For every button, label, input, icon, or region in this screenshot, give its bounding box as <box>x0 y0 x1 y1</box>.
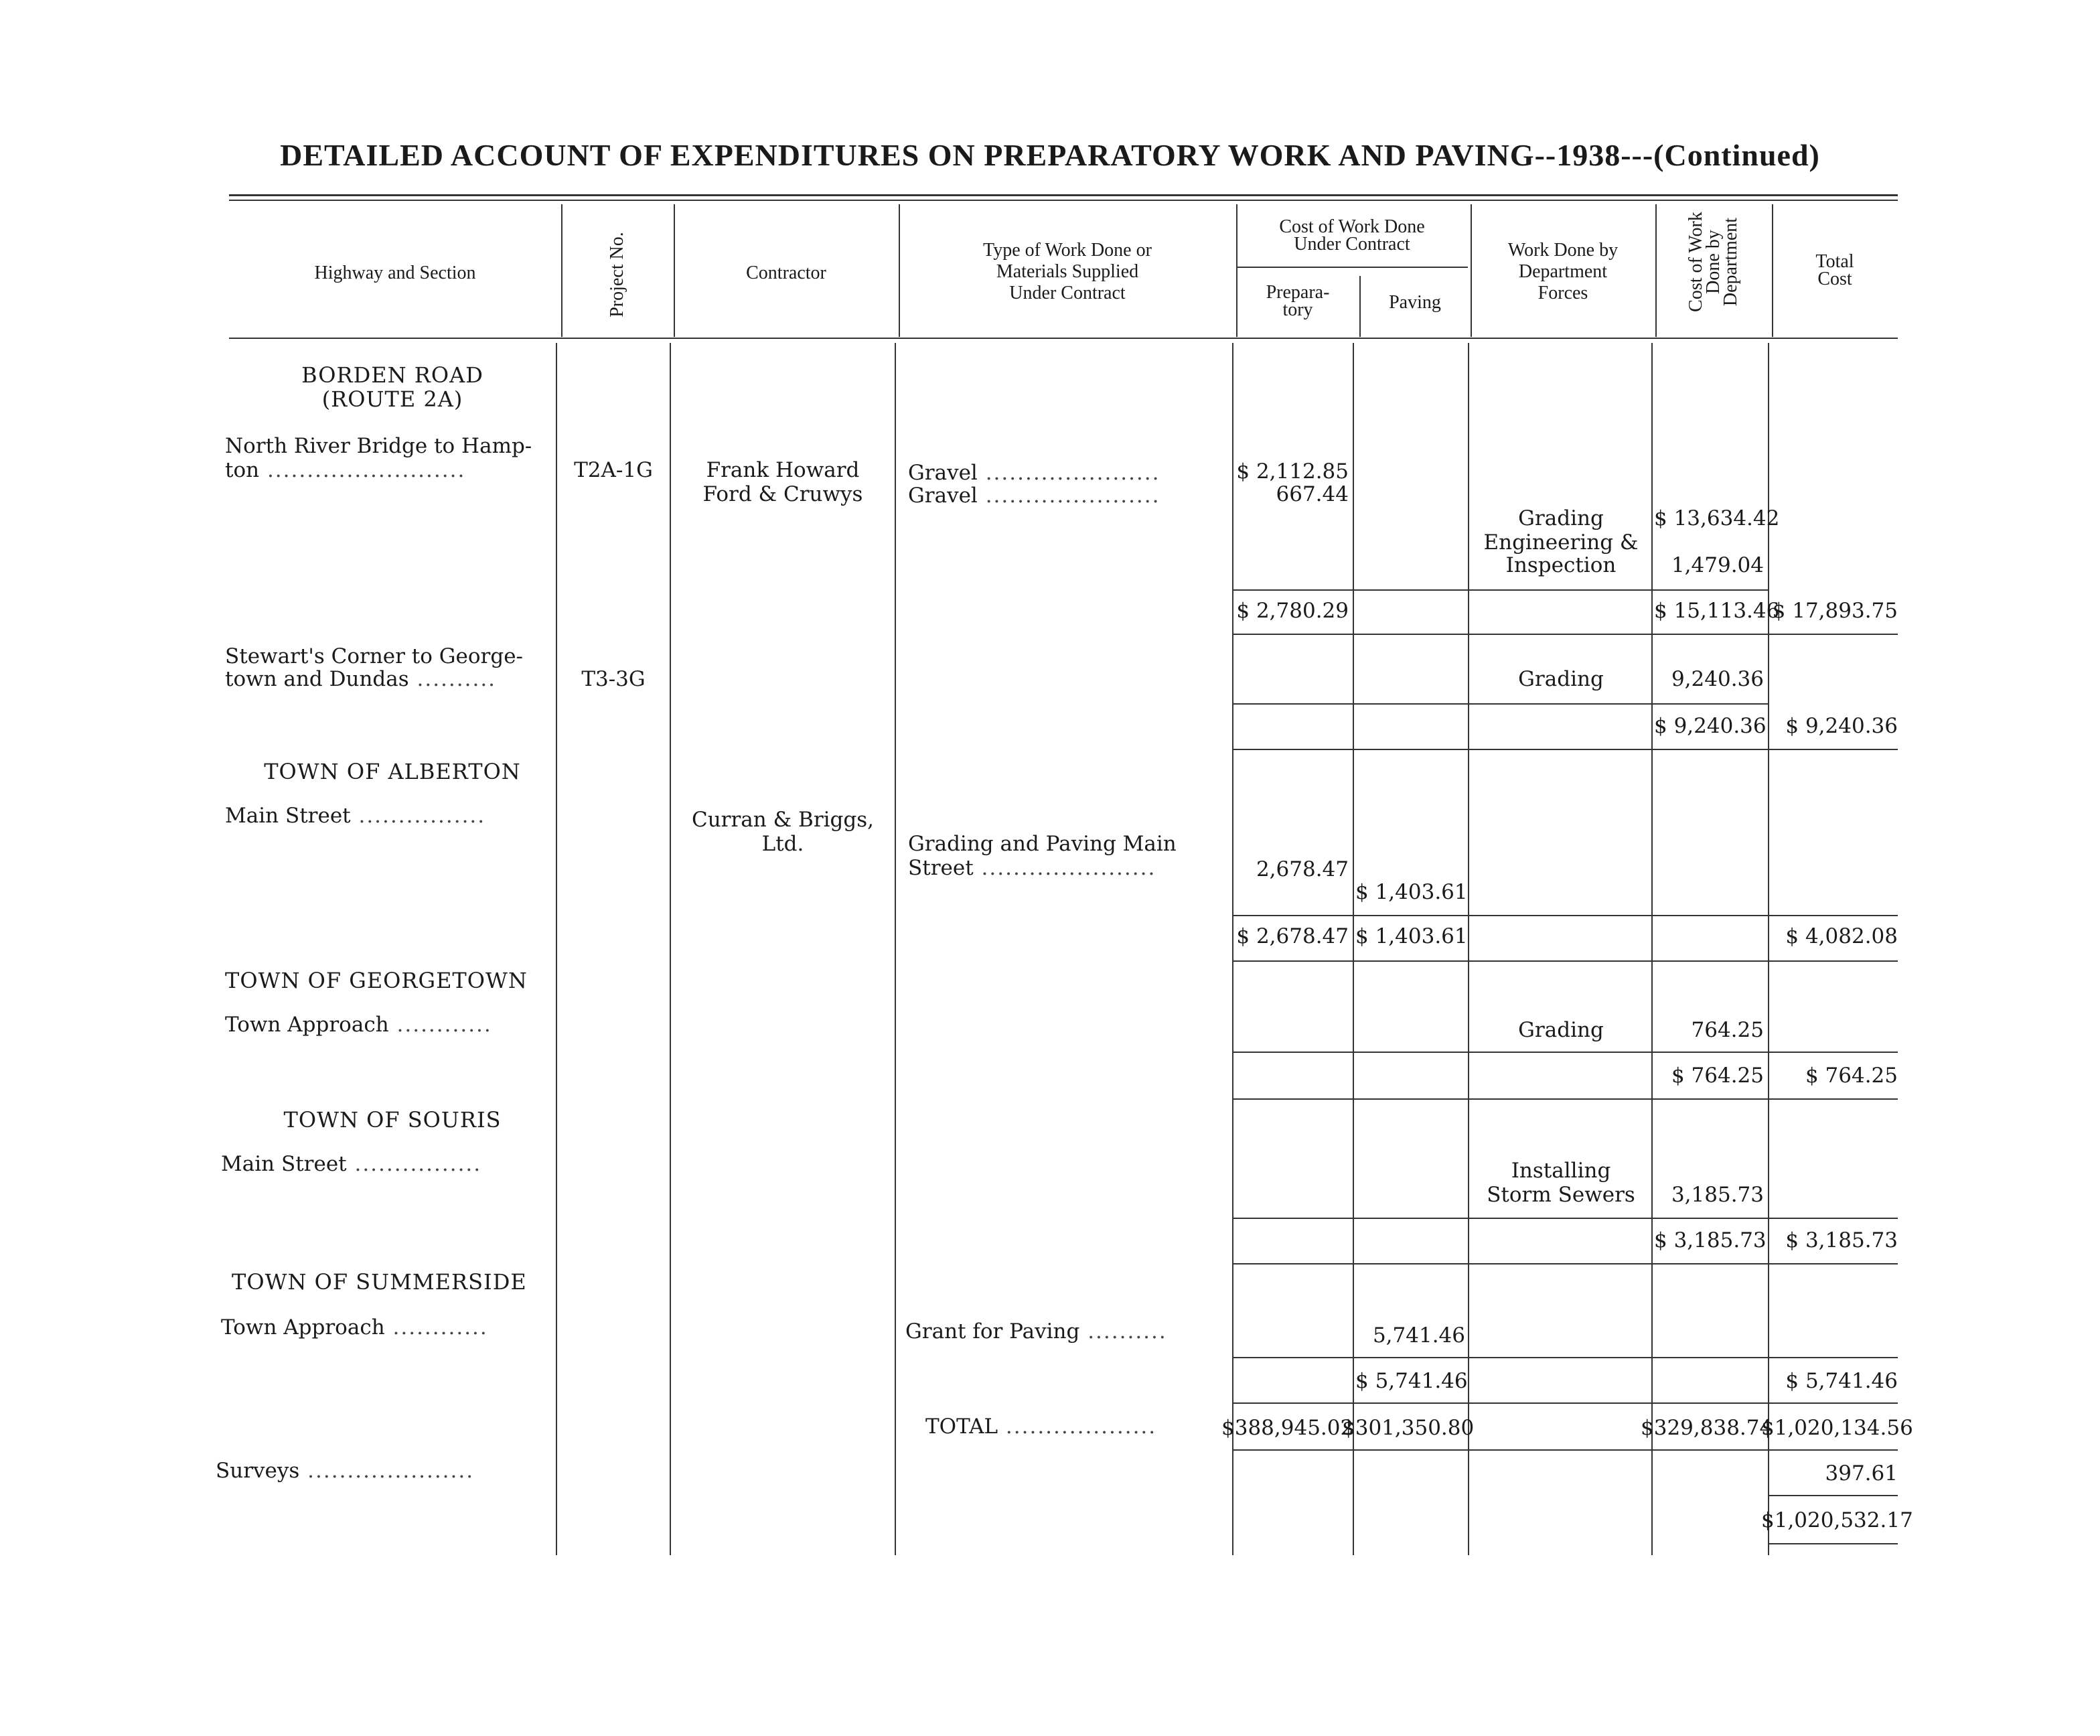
surveys-label <box>216 1459 474 1483</box>
alberton-sub-paving: $ 1,403.61 <box>1355 924 1468 948</box>
borden-project: T2A-1G <box>574 458 653 482</box>
leader-dots: .......... <box>1079 1319 1167 1344</box>
borden-dept-2b: Inspection <box>1505 553 1617 577</box>
grand-total-with-surveys: $1,020,532.17 <box>1761 1508 1913 1532</box>
alberton-section-text: Main Street <box>225 804 351 828</box>
alberton-type-1: Grading and Paving Main <box>908 832 1177 856</box>
stewart-section-line2 <box>225 667 496 691</box>
borden-contractor-2: Ford & Cruwys <box>702 482 863 506</box>
georgetown-sub-total: $ 764.25 <box>1805 1064 1898 1088</box>
souris-deptcost: 3,185.73 <box>1671 1183 1764 1207</box>
body-vline-6 <box>1468 343 1469 1555</box>
page-title: DETAILED ACCOUNT OF EXPENDITURES ON PREPARATORY WORK AND PAVING--1938---(Continued) <box>280 138 1820 172</box>
body-vline-7 <box>1651 343 1653 1555</box>
summerside-type <box>905 1319 1167 1344</box>
total-paving: $301,350.80 <box>1342 1416 1475 1440</box>
alberton-section <box>225 804 485 828</box>
header-dept-forces <box>1471 240 1655 304</box>
borden-sub-rule-top <box>1233 589 1768 591</box>
borden-section-line2 <box>225 458 465 482</box>
stewart-sub-dept: $ 9,240.36 <box>1654 714 1767 738</box>
souris-dept-1: Installing <box>1511 1159 1611 1183</box>
borden-dept-1: Grading <box>1518 506 1604 530</box>
top-rule-2 <box>229 200 1898 201</box>
souris-sub-rule-bottom <box>1233 1263 1898 1264</box>
header-contractor: Contractor <box>746 263 826 283</box>
header-type-line3: Under Contract <box>1009 283 1126 303</box>
borden-type-1 <box>908 461 1160 485</box>
borden-sub-prep: $ 2,780.29 <box>1236 599 1349 623</box>
borden-sub-dept: $ 15,113.46 <box>1654 599 1780 623</box>
summerside-section <box>221 1315 488 1340</box>
alberton-sub-total: $ 4,082.08 <box>1785 924 1898 948</box>
georgetown-deptcost: 764.25 <box>1691 1018 1764 1042</box>
header-dept-line2: Department <box>1518 261 1608 282</box>
alberton-sub-rule-top <box>1233 915 1898 916</box>
borden-sub-total: $ 17,893.75 <box>1772 599 1898 623</box>
souris-sub-dept: $ 3,185.73 <box>1654 1228 1767 1252</box>
leader-dots: ............ <box>388 1013 492 1037</box>
stewart-sub-total: $ 9,240.36 <box>1785 714 1898 738</box>
georgetown-section-text: Town Approach <box>225 1013 389 1037</box>
leader-dots: ...................... <box>977 484 1160 508</box>
leader-dots: ................ <box>350 804 486 828</box>
alberton-paving: $ 1,403.61 <box>1355 880 1468 904</box>
alberton-type-2 <box>908 856 1156 880</box>
header-type-line2: Materials Supplied <box>996 261 1139 282</box>
summerside-type-text: Grant for Paving <box>905 1319 1080 1344</box>
surveys-total: 397.61 <box>1825 1461 1898 1486</box>
summerside-sub-total: $ 5,741.46 <box>1785 1369 1898 1393</box>
alberton-sub-prep: $ 2,678.47 <box>1236 924 1349 948</box>
top-rule-1 <box>229 194 1898 196</box>
borden-contractor-1: Frank Howard <box>706 458 860 482</box>
alberton-contractor-1: Curran & Briggs, <box>691 808 875 832</box>
borden-prep-1: $ 2,112.85 <box>1236 459 1349 484</box>
cost-contract-subrule <box>1236 267 1468 268</box>
stewart-section-line1: Stewart's Corner to George- <box>225 644 524 668</box>
grand-total-rule <box>1768 1543 1898 1544</box>
stewart-dept: Grading <box>1518 667 1604 691</box>
summerside-section-text: Town Approach <box>221 1315 385 1340</box>
header-type-line1: Type of Work Done or <box>983 240 1152 261</box>
souris-section <box>221 1152 481 1176</box>
header-cost-contract-line1: Cost of Work Done <box>1279 216 1425 237</box>
header-cost-dept-line3: Department <box>1720 217 1741 307</box>
borden-sub-rule-bottom <box>1233 634 1898 635</box>
souris-heading: TOWN OF SOURIS <box>283 1107 502 1133</box>
summerside-paving: 5,741.46 <box>1372 1323 1465 1348</box>
borden-section-text: ton <box>225 458 260 482</box>
header-type <box>899 240 1236 304</box>
header-total-cost <box>1772 253 1898 288</box>
leader-dots: ......................... <box>259 458 466 482</box>
body-vline-4 <box>1232 343 1233 1555</box>
souris-section-text: Main Street <box>221 1152 347 1176</box>
leader-dots: .......... <box>408 667 497 691</box>
stewart-section-text: town and Dundas <box>225 667 409 691</box>
summerside-sub-paving: $ 5,741.46 <box>1355 1369 1468 1393</box>
body-vline-1 <box>556 343 557 1555</box>
summerside-sub-rule-top <box>1233 1357 1898 1358</box>
total-label-text: TOTAL <box>925 1415 998 1439</box>
stewart-deptcost: 9,240.36 <box>1671 667 1764 691</box>
header-bottom-rule <box>229 338 1898 339</box>
borden-prep-2: 667.44 <box>1276 482 1349 506</box>
hdr-vline-7 <box>1655 204 1657 337</box>
header-cost-dept-line2: Done by <box>1703 230 1724 294</box>
alberton-contractor-2: Ltd. <box>761 832 804 856</box>
header-dept-line1: Work Done by <box>1507 240 1619 261</box>
alberton-heading: TOWN OF ALBERTON <box>264 759 521 784</box>
souris-dept-2: Storm Sewers <box>1487 1183 1635 1207</box>
header-prep-line2: tory <box>1282 299 1313 320</box>
body-vline-5 <box>1353 343 1354 1555</box>
stewart-project: T3-3G <box>581 667 646 691</box>
stewart-sub-rule-top <box>1233 703 1768 705</box>
georgetown-sub-rule-top <box>1233 1052 1898 1053</box>
total-row-label <box>925 1415 1156 1439</box>
body-vline-2 <box>670 343 671 1555</box>
surveys-label-text: Surveys <box>216 1459 300 1483</box>
header-paving: Paving <box>1389 292 1441 313</box>
borden-deptcost-1: $ 13,634.42 <box>1654 506 1780 530</box>
total-grand: $1,020,134.56 <box>1761 1416 1913 1440</box>
borden-section-line1: North River Bridge to Hamp- <box>225 434 532 458</box>
header-dept-line3: Forces <box>1538 283 1588 303</box>
summerside-heading: TOWN OF SUMMERSIDE <box>232 1269 527 1295</box>
borden-dept-2a: Engineering & <box>1483 530 1639 555</box>
header-cost-contract-line2: Under Contract <box>1294 234 1410 255</box>
leader-dots: ................... <box>998 1415 1157 1439</box>
leader-dots: ..................... <box>299 1459 475 1483</box>
header-total-line1: Total <box>1815 251 1854 272</box>
georgetown-section <box>225 1013 492 1037</box>
alberton-type-2-text: Street <box>908 856 974 880</box>
leader-dots: ...................... <box>977 461 1160 485</box>
header-cost-dept-line1: Cost of Work <box>1685 212 1706 312</box>
header-project: Project No. <box>607 232 627 317</box>
borden-type-2 <box>908 484 1160 508</box>
header-highway: Highway and Section <box>314 263 476 283</box>
georgetown-sub-dept: $ 764.25 <box>1671 1064 1764 1088</box>
alberton-prep: 2,678.47 <box>1256 857 1349 881</box>
header-preparatory <box>1236 284 1359 319</box>
georgetown-dept: Grading <box>1518 1018 1604 1042</box>
georgetown-heading: TOWN OF GEORGETOWN <box>225 968 528 993</box>
leader-dots: ............ <box>384 1315 488 1340</box>
summerside-sub-rule-bottom <box>1233 1402 1898 1404</box>
header-prep-line1: Prepara- <box>1266 282 1330 303</box>
stewart-sub-rule-bottom <box>1233 749 1898 750</box>
header-cost-contract <box>1236 218 1468 253</box>
borden-heading-1: BORDEN ROAD <box>301 362 483 388</box>
borden-type-2-text: Gravel <box>908 484 978 508</box>
souris-sub-rule-top <box>1233 1218 1898 1219</box>
header-cost-dept <box>1687 205 1740 319</box>
borden-deptcost-2: 1,479.04 <box>1671 553 1764 577</box>
souris-sub-total: $ 3,185.73 <box>1785 1228 1898 1252</box>
body-vline-3 <box>895 343 896 1555</box>
alberton-sub-rule-bottom <box>1233 960 1898 962</box>
total-rule-bottom <box>1233 1449 1898 1451</box>
georgetown-sub-rule-bottom <box>1233 1098 1898 1100</box>
total-prep: $388,945.02 <box>1221 1416 1354 1440</box>
leader-dots: ................ <box>346 1152 482 1176</box>
total-dept: $329,838.74 <box>1641 1416 1773 1440</box>
header-total-line2: Cost <box>1817 269 1852 289</box>
surveys-rule <box>1768 1495 1898 1496</box>
leader-dots: ...................... <box>973 856 1156 880</box>
borden-type-1-text: Gravel <box>908 461 978 485</box>
borden-heading-2: (ROUTE 2A) <box>321 386 463 412</box>
hdr-vline-1 <box>561 204 562 337</box>
